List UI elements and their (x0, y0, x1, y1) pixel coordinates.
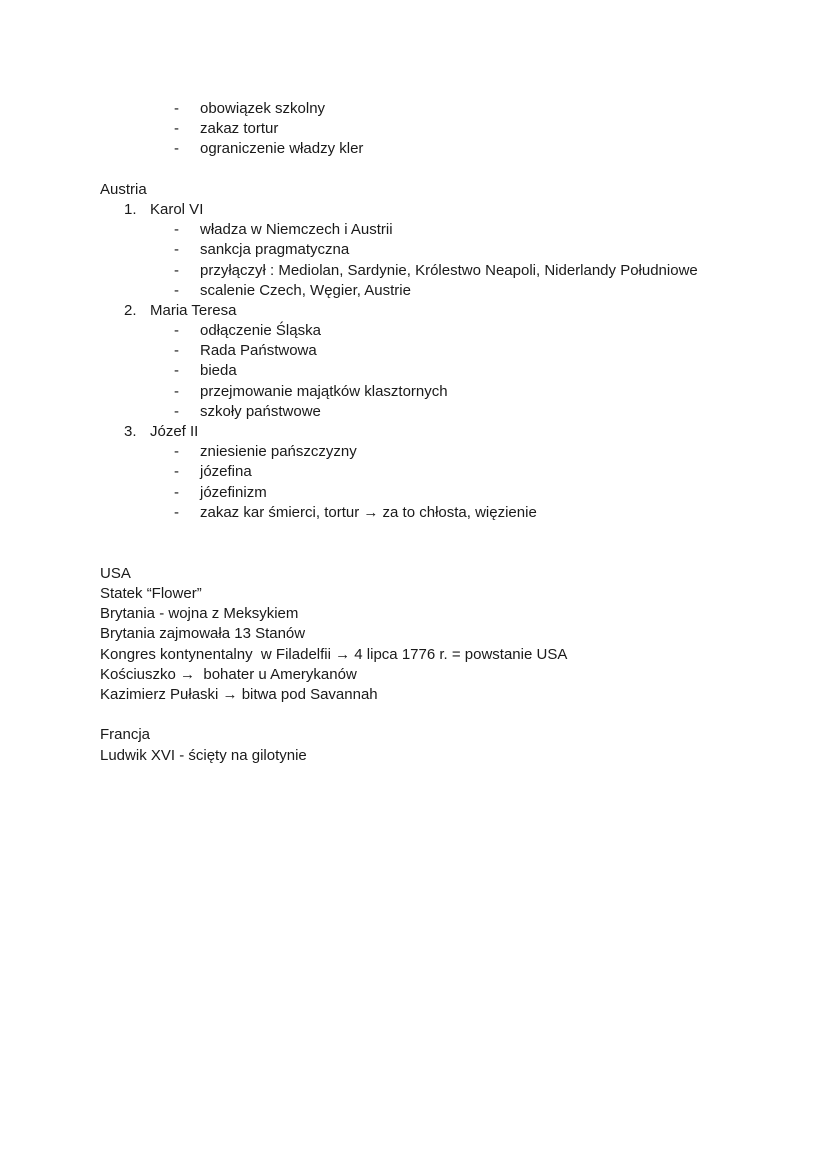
bullet-item: scalenie Czech, Węgier, Austrie (200, 282, 411, 299)
bullet-dash: - (174, 282, 179, 299)
bullet-dash: - (174, 443, 179, 460)
text-line: Brytania zajmowała 13 Stanów (100, 625, 306, 642)
bullet-item: józefinizm (200, 484, 267, 501)
section-heading-austria: Austria (100, 181, 147, 198)
text-line: Kazimierz Pułaski → bitwa pod Savannah (100, 686, 378, 703)
bullet-item: zakaz tortur (200, 120, 279, 137)
bullet-dash: - (174, 362, 179, 379)
bullet-dash: - (174, 120, 179, 137)
text-line: Statek “Flower” (100, 585, 202, 602)
bullet-item: władza w Niemczech i Austrii (200, 221, 393, 238)
text-line: Brytania - wojna z Meksykiem (100, 605, 299, 622)
bullet-dash: - (174, 484, 179, 501)
text-line: Kongres kontynentalny w Filadelfii → 4 lipca 1776 r. = powstanie USA (100, 646, 568, 663)
bullet-item: przejmowanie majątków klasztornych (200, 383, 448, 400)
ruler-name: Karol VI (150, 201, 204, 218)
bullet-dash: - (174, 342, 179, 359)
bullet-dash: - (174, 322, 179, 339)
bullet-item: zniesienie pańszczyzny (200, 443, 357, 460)
text-line: Ludwik XVI - ścięty na gilotynie (100, 747, 307, 764)
bullet-dash: - (174, 504, 179, 521)
section-heading-francja: Francja (100, 726, 151, 743)
ruler-name: Józef II (150, 423, 199, 440)
list-number: 2. (124, 302, 137, 319)
bullet-dash: - (174, 262, 179, 279)
ruler-name: Maria Teresa (150, 302, 237, 319)
bullet-dash: - (174, 463, 179, 480)
list-number: 3. (124, 423, 137, 440)
bullet-item: zakaz kar śmierci, tortur → za to chłosta, więzienie (200, 504, 537, 521)
bullet-item: przyłączył : Mediolan, Sardynie, Królestwo Neapoli, Niderlandy Południowe (200, 262, 698, 279)
bullet-item: józefina (200, 463, 252, 480)
bullet-item: bieda (200, 362, 237, 379)
bullet-item: ograniczenie władzy kler (200, 140, 364, 157)
bullet-dash: - (174, 140, 179, 157)
bullet-item: odłączenie Śląska (200, 322, 321, 339)
bullet-dash: - (174, 241, 179, 258)
list-number: 1. (124, 201, 137, 218)
bullet-dash: - (174, 403, 179, 420)
bullet-dash: - (174, 221, 179, 238)
text-line: Kościuszko → bohater u Amerykanów (100, 666, 357, 683)
bullet-dash: - (174, 100, 179, 117)
bullet-dash: - (174, 383, 179, 400)
bullet-item: sankcja pragmatyczna (200, 241, 350, 258)
bullet-item: Rada Państwowa (200, 342, 317, 359)
bullet-item: obowiązek szkolny (200, 100, 326, 117)
bullet-item: szkoły państwowe (200, 403, 321, 420)
section-heading-usa: USA (100, 565, 131, 582)
